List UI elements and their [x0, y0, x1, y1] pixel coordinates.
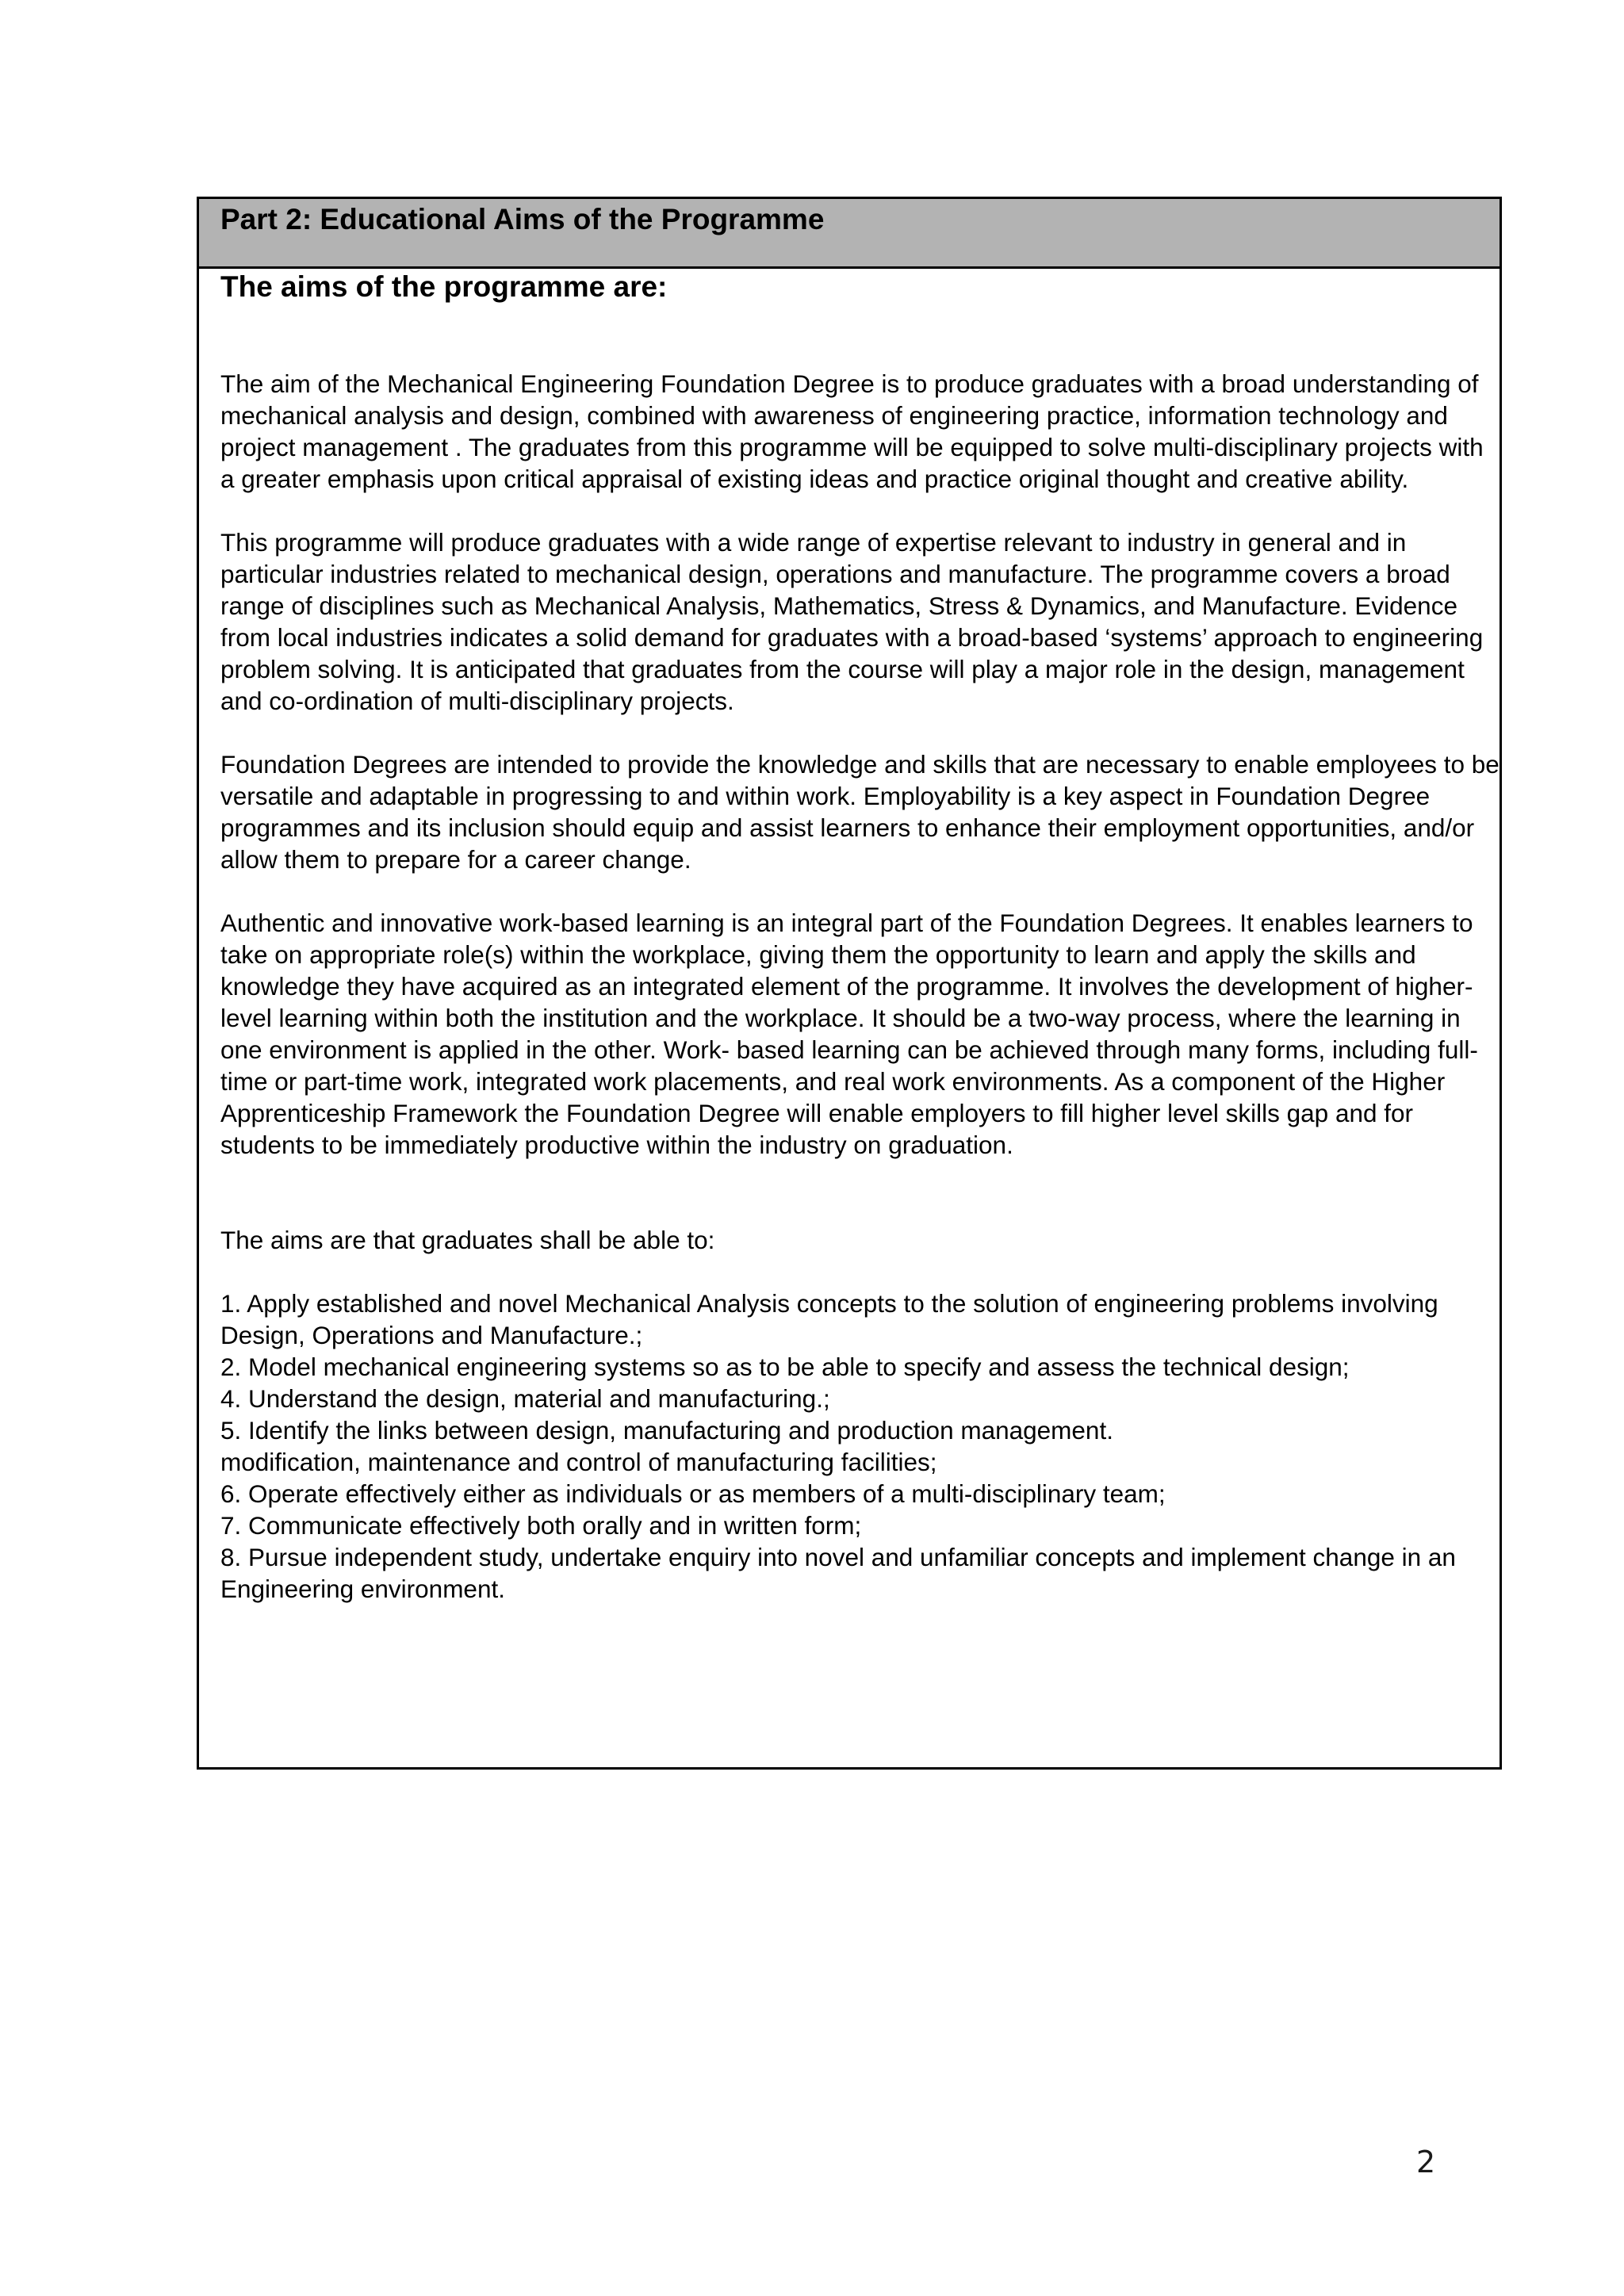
- educational-aims-section: [197, 197, 1502, 1770]
- section-title: Part 2: Educational Aims of the Programme: [220, 203, 825, 235]
- aims-subheading: The aims of the programme are:: [220, 270, 668, 303]
- aim-item: modification, maintenance and control of manufacturing facilities;: [220, 1448, 937, 1476]
- paragraph-foundation-degrees: Foundation Degrees are intended to provide the knowledge and skills that are necessary to enable employees to be versatile and adaptable in progressing to and within work. Employability is a key aspect in Foundation Degree programmes and its inclusion should equip and assist learners to enhance their employment opportunities, and/or allow them to prepare for a career change.: [220, 750, 1500, 874]
- page-number: 2: [1416, 2145, 1436, 2179]
- aims-list: [220, 1288, 1502, 1605]
- section-header: [199, 199, 1500, 269]
- aim-item: 5. Identify the links between design, manufacturing and production management.: [220, 1416, 1113, 1445]
- aims-intro: The aims are that graduates shall be able to:: [220, 1226, 715, 1254]
- section-content: [220, 368, 1502, 1605]
- aim-item: 8. Pursue independent study, undertake enquiry into novel and unfamiliar concepts and implement change in an Engineering environment.: [220, 1543, 1456, 1603]
- aim-item: 6. Operate effectively either as individuals or as members of a multi-disciplinary team;: [220, 1479, 1166, 1508]
- paragraph-expertise: This programme will produce graduates with a wide range of expertise relevant to industry in general and in particular industries related to mechanical design, operations and manufacture. The programme covers a broad range of disciplines such as Mechanical Analysis, Mathematics, Stress & Dynamics, and Manufacture. Evidence from local industries indicates a solid demand for graduates with a broad-based ‘systems’ approach to engineering problem solving. It is anticipated that graduates from the course will play a major role in the design, management and co-ordination of multi-disciplinary projects.: [220, 528, 1484, 715]
- aim-item: 2. Model mechanical engineering systems so as to be able to specify and assess the technical design;: [220, 1353, 1350, 1381]
- paragraph-programme-aim: The aim of the Mechanical Engineering Foundation Degree is to produce graduates with a broad understanding of mechanical analysis and design, combined with awareness of engineering practice, information technology and project management . The graduates from this programme will be equipped to solve multi-disciplinary projects with a greater emphasis upon critical appraisal of existing ideas and practice original thought and creative ability.: [220, 369, 1484, 493]
- aim-item: 4. Understand the design, material and manufacturing.;: [220, 1384, 830, 1413]
- aim-item: 7. Communicate effectively both orally and in written form;: [220, 1511, 862, 1540]
- aim-item: 1. Apply established and novel Mechanical Analysis concepts to the solution of engineering problems involving Design, Operations and Manufacture.;: [220, 1289, 1438, 1349]
- paragraph-work-based-learning: Authentic and innovative work-based learning is an integral part of the Foundation Degrees. It enables learners to take on appropriate role(s) within the workplace, giving them the opportunity to learn and apply the skills and knowledge they have acquired as an integrated element of the programme. It involves the development of higher-level learning within both the institution and the workplace. It should be a two-way process, where the learning in one environment is applied in the other. Work- based learning can be achieved through many forms, including full-time or part-time work, integrated work placements, and real work environments. As a component of the Higher Apprenticeship Framework the Foundation Degree will enable employers to fill higher level skills gap and for students to be immediately productive within the industry on graduation.: [220, 909, 1478, 1159]
